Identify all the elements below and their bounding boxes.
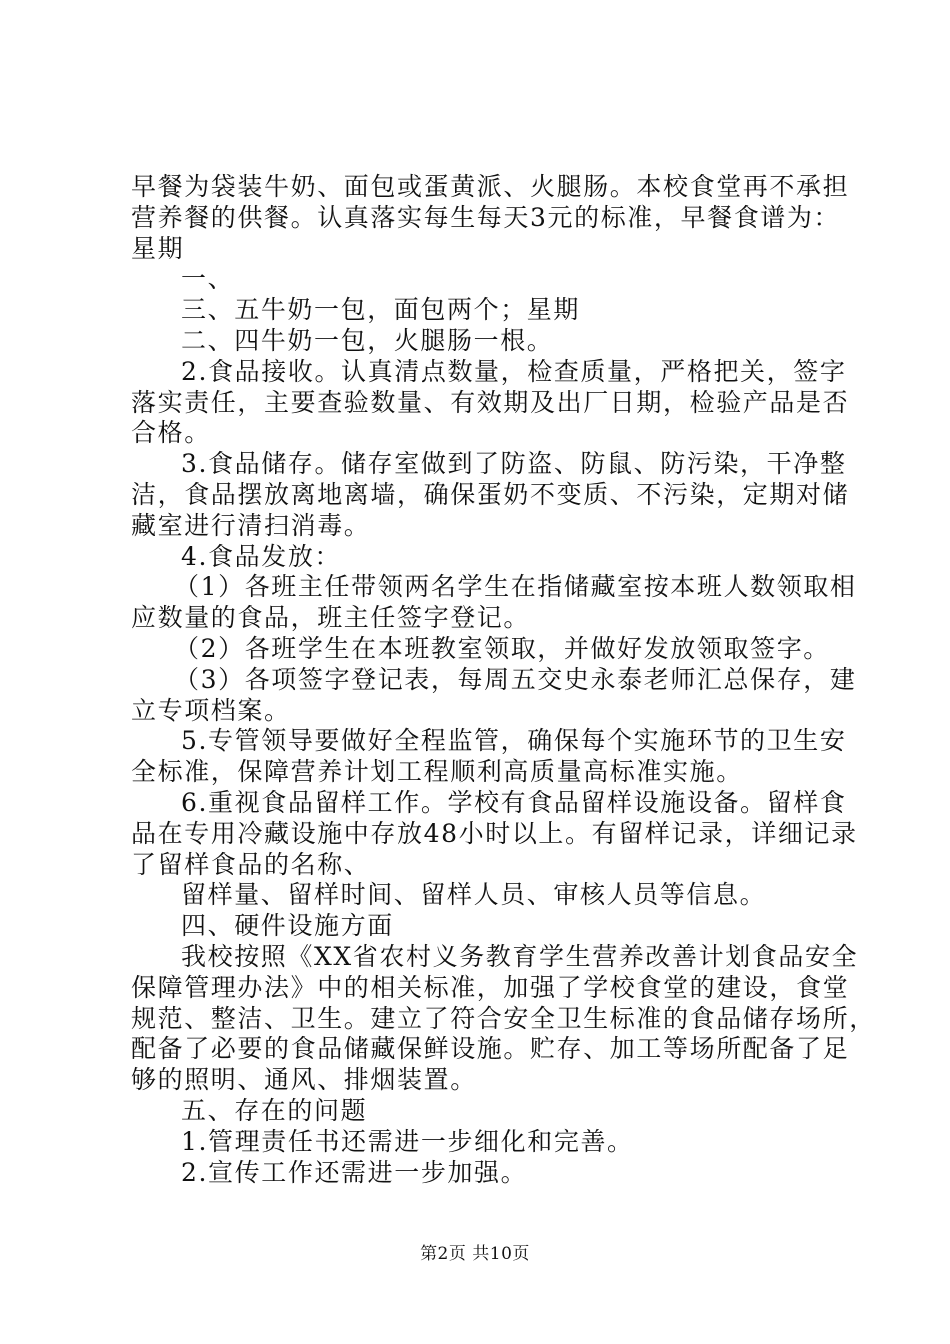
section-heading: 五、存在的问题 <box>181 1095 368 1125</box>
text-line: 4.食品发放： <box>181 541 342 571</box>
text-line: 一、 <box>181 264 235 294</box>
text-line: 2.食品接收。认真清点数量，检查质量，严格把关，签字 <box>181 356 847 386</box>
document-body <box>131 172 876 1188</box>
text-line: 5.专管领导要做好全程监管，确保每个实施环节的卫生安 <box>181 726 847 756</box>
text-line: 2.宣传工作还需进一步加强。 <box>181 1157 528 1187</box>
text-line: 6.重视食品留样工作。学校有食品留样设施设备。留样食 <box>181 787 847 817</box>
text-line: 品在专用冷藏设施中存放48小时以上。有留样记录，详细记录 <box>131 818 858 848</box>
text-line: 配备了必要的食品储藏保鲜设施。贮存、加工等场所配备了足 <box>131 1034 850 1064</box>
text-line: 应数量的食品，班主任签字登记。 <box>131 603 531 633</box>
text-line: （2）各班学生在本班教室领取，并做好发放领取签字。 <box>174 633 830 663</box>
text-line: 洁，食品摆放离地离墙，确保蛋奶不变质、不污染，定期对储 <box>131 479 850 509</box>
text-line: 够的照明、通风、排烟装置。 <box>131 1065 477 1095</box>
text-line: 全标准，保障营养计划工程顺利高质量高标准实施。 <box>131 757 743 787</box>
text-line: 三、五牛奶一包，面包两个；星期 <box>181 295 581 325</box>
page-footer: 第2页 共10页 <box>420 1244 530 1264</box>
section-heading: 四、硬件设施方面 <box>181 911 394 941</box>
text-line: 星期 <box>131 233 185 263</box>
text-line: 留样量、留样时间、留样人员、审核人员等信息。 <box>181 880 767 910</box>
text-line: 规范、整洁、卫生。建立了符合安全卫生标准的食品储存场所， <box>131 1003 876 1033</box>
text-line: 立专项档案。 <box>131 695 291 725</box>
text-line: （1）各班主任带领两名学生在指储藏室按本班人数领取相 <box>174 572 857 602</box>
text-line: 落实责任，主要查验数量、有效期及出厂日期，检验产品是否 <box>131 387 850 417</box>
text-line: 我校按照《XX省农村义务教育学生营养改善计划食品安全 <box>181 941 859 971</box>
text-line: 3.食品储存。储存室做到了防盗、防鼠、防污染，干净整 <box>181 449 847 479</box>
text-line: 1.管理责任书还需进一步细化和完善。 <box>181 1126 634 1156</box>
text-line: 合格。 <box>131 418 211 448</box>
text-line: 二、四牛奶一包，火腿肠一根。 <box>181 325 554 355</box>
text-line: 早餐为袋装牛奶、面包或蛋黄派、火腿肠。本校食堂再不承担 <box>131 172 850 201</box>
text-line: 保障管理办法》中的相关标准，加强了学校食堂的建设，食堂 <box>131 972 850 1002</box>
text-line: 营养餐的供餐。认真落实每生每天3元的标准，早餐食谱为： <box>131 202 841 232</box>
text-line: 了留样食品的名称、 <box>131 849 371 879</box>
text-line: （3）各项签字登记表，每周五交史永泰老师汇总保存，建 <box>174 664 857 694</box>
text-line: 藏室进行清扫消毒。 <box>131 510 371 540</box>
